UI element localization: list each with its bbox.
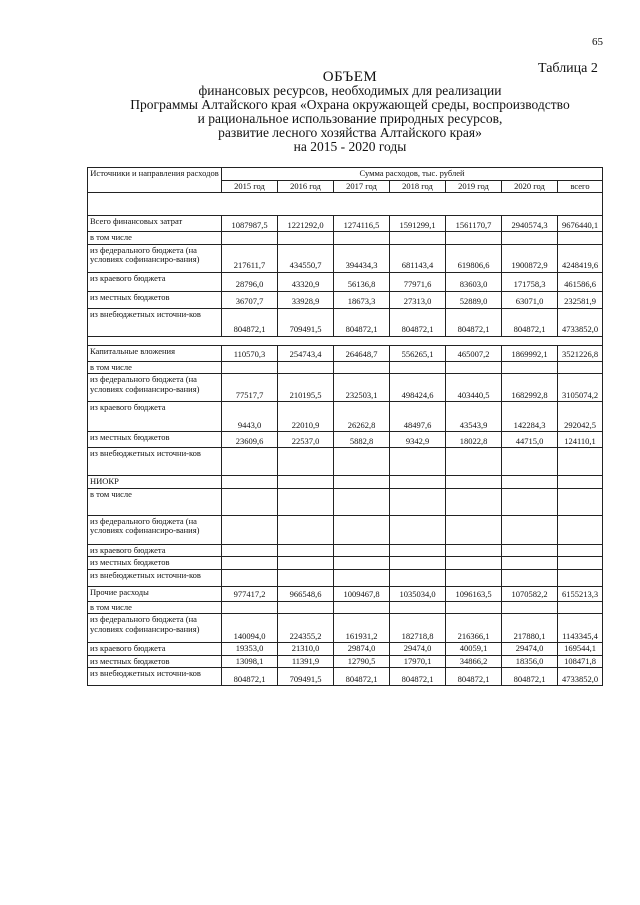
table-row xyxy=(88,544,603,557)
table-row xyxy=(88,402,603,432)
table-row xyxy=(88,476,603,489)
row-value-cell: 709491,5 xyxy=(278,308,334,336)
header-source: Источники и направления расходов xyxy=(88,168,222,193)
row-value-cell: 1591299,1 xyxy=(390,216,446,232)
row-value-cell: 434550,7 xyxy=(278,244,334,272)
row-value-cell: 77517,7 xyxy=(222,374,278,402)
header-year: 2015 год xyxy=(222,180,278,193)
row-total-cell: 4733852,0 xyxy=(558,668,603,686)
header-year: 2020 год xyxy=(502,180,558,193)
row-value-cell: 11391,9 xyxy=(278,655,334,668)
row-value-cell: 2940574,3 xyxy=(502,216,558,232)
row-value-cell: 12790,5 xyxy=(334,655,390,668)
row-value-cell xyxy=(446,232,502,245)
row-value-cell: 1087987,5 xyxy=(222,216,278,232)
row-value-cell: 709491,5 xyxy=(278,668,334,686)
row-value-cell: 18022,8 xyxy=(446,432,502,448)
row-label: из местных бюджетов xyxy=(88,432,222,448)
header-year: 2016 год xyxy=(278,180,334,193)
table-label: Таблица 2 xyxy=(538,61,598,76)
row-value-cell xyxy=(446,557,502,570)
row-value-cell xyxy=(334,557,390,570)
row-value-cell xyxy=(502,557,558,570)
row-value-cell: 1682992,8 xyxy=(502,374,558,402)
table-row xyxy=(88,643,603,656)
row-value-cell xyxy=(222,361,278,374)
row-value-cell: 804872,1 xyxy=(446,308,502,336)
row-value-cell xyxy=(278,544,334,557)
table-row xyxy=(88,557,603,570)
row-value-cell: 210195,5 xyxy=(278,374,334,402)
row-value-cell xyxy=(278,476,334,489)
row-value-cell: 22537,0 xyxy=(278,432,334,448)
row-value-cell: 804872,1 xyxy=(334,308,390,336)
row-value-cell: 394434,3 xyxy=(334,244,390,272)
row-value-cell: 1561170,7 xyxy=(446,216,502,232)
row-value-cell: 142284,3 xyxy=(502,402,558,432)
row-value-cell: 171758,3 xyxy=(502,272,558,291)
row-label: из местных бюджетов xyxy=(88,557,222,570)
row-label: в том числе xyxy=(88,361,222,374)
row-value-cell xyxy=(278,232,334,245)
row-value-cell xyxy=(334,361,390,374)
row-label: из внебюджетных источни-ков xyxy=(88,668,222,686)
table-row xyxy=(88,216,603,232)
row-value-cell: 966548,6 xyxy=(278,586,334,601)
row-value-cell xyxy=(390,569,446,586)
row-total-cell xyxy=(558,544,603,557)
row-value-cell: 83603,0 xyxy=(446,272,502,291)
row-value-cell: 26262,8 xyxy=(334,402,390,432)
row-value-cell: 1221292,0 xyxy=(278,216,334,232)
row-label: из внебюджетных источни-ков xyxy=(88,448,222,476)
table-row xyxy=(88,361,603,374)
row-value-cell xyxy=(222,448,278,476)
row-label: в том числе xyxy=(88,601,222,614)
row-value-cell xyxy=(390,476,446,489)
row-label: из краевого бюджета xyxy=(88,643,222,656)
row-total-cell: 6155213,3 xyxy=(558,586,603,601)
table-gap-cell xyxy=(88,336,603,345)
row-value-cell xyxy=(222,544,278,557)
row-value-cell xyxy=(502,601,558,614)
row-value-cell: 232503,1 xyxy=(334,374,390,402)
row-value-cell xyxy=(222,569,278,586)
title-line: финансовых ресурсов, необходимых для реализации xyxy=(198,83,502,98)
row-total-cell: 4733852,0 xyxy=(558,308,603,336)
row-value-cell: 56136,8 xyxy=(334,272,390,291)
row-label: Всего финансовых затрат xyxy=(88,216,222,232)
header-year: 2019 год xyxy=(446,180,502,193)
row-value-cell xyxy=(390,488,446,515)
row-value-cell xyxy=(222,515,278,544)
row-total-cell: 3105074,2 xyxy=(558,374,603,402)
row-value-cell xyxy=(502,232,558,245)
row-total-cell xyxy=(558,476,603,489)
row-total-cell: 4248419,6 xyxy=(558,244,603,272)
row-value-cell: 1274116,5 xyxy=(334,216,390,232)
row-label: из федерального бюджета (на условиях софинансиро-вания) xyxy=(88,515,222,544)
table-gap xyxy=(88,336,603,345)
row-total-cell: 124110,1 xyxy=(558,432,603,448)
row-value-cell: 498424,6 xyxy=(390,374,446,402)
row-value-cell xyxy=(446,361,502,374)
row-value-cell xyxy=(334,488,390,515)
row-label: из местных бюджетов xyxy=(88,291,222,308)
row-value-cell: 264648,7 xyxy=(334,345,390,361)
row-value-cell: 43543,9 xyxy=(446,402,502,432)
title-line: Программы Алтайского края «Охрана окружающей среды, воспроизводство xyxy=(130,97,570,112)
table-row xyxy=(88,668,603,686)
row-value-cell xyxy=(390,232,446,245)
row-value-cell: 19353,0 xyxy=(222,643,278,656)
row-value-cell xyxy=(502,488,558,515)
row-value-cell: 217611,7 xyxy=(222,244,278,272)
row-value-cell xyxy=(502,476,558,489)
row-value-cell: 27313,0 xyxy=(390,291,446,308)
row-label: из местных бюджетов xyxy=(88,655,222,668)
row-value-cell: 5882,8 xyxy=(334,432,390,448)
row-value-cell: 18356,0 xyxy=(502,655,558,668)
title-line: развитие лесного хозяйства Алтайского края» xyxy=(218,125,482,140)
header-total: всего xyxy=(558,180,603,193)
row-value-cell: 216366,1 xyxy=(446,614,502,643)
row-value-cell xyxy=(222,232,278,245)
row-value-cell: 29874,0 xyxy=(334,643,390,656)
row-value-cell: 804872,1 xyxy=(334,668,390,686)
row-total-cell xyxy=(558,557,603,570)
row-value-cell: 21310,0 xyxy=(278,643,334,656)
row-value-cell: 804872,1 xyxy=(446,668,502,686)
row-value-cell: 804872,1 xyxy=(222,668,278,686)
row-value-cell xyxy=(278,361,334,374)
row-total-cell xyxy=(558,361,603,374)
row-value-cell xyxy=(278,515,334,544)
table-row xyxy=(88,448,603,476)
row-total-cell: 292042,5 xyxy=(558,402,603,432)
title-line: и рациональное использование природных ресурсов, xyxy=(197,111,503,126)
row-value-cell: 804872,1 xyxy=(390,308,446,336)
row-value-cell xyxy=(334,515,390,544)
row-value-cell xyxy=(334,448,390,476)
row-total-cell: 169544,1 xyxy=(558,643,603,656)
row-value-cell: 22010,9 xyxy=(278,402,334,432)
table-row xyxy=(88,655,603,668)
table-row xyxy=(88,601,603,614)
row-label: из федерального бюджета (на условиях софинансиро-вания) xyxy=(88,374,222,402)
table-row xyxy=(88,515,603,544)
row-value-cell: 224355,2 xyxy=(278,614,334,643)
row-value-cell: 1009467,8 xyxy=(334,586,390,601)
row-value-cell: 17970,1 xyxy=(390,655,446,668)
title-main: ОБЪЕМ xyxy=(322,69,378,85)
row-value-cell: 804872,1 xyxy=(502,308,558,336)
row-value-cell: 556265,1 xyxy=(390,345,446,361)
row-value-cell xyxy=(446,569,502,586)
row-total-cell: 461586,6 xyxy=(558,272,603,291)
row-value-cell: 48497,6 xyxy=(390,402,446,432)
row-value-cell: 182718,8 xyxy=(390,614,446,643)
row-value-cell: 43320,9 xyxy=(278,272,334,291)
row-total-cell: 108471,8 xyxy=(558,655,603,668)
row-value-cell xyxy=(390,448,446,476)
row-value-cell xyxy=(446,476,502,489)
header-sum: Сумма расходов, тыс. рублей xyxy=(222,168,603,181)
row-value-cell xyxy=(446,448,502,476)
table-row xyxy=(88,244,603,272)
header-year: 2018 год xyxy=(390,180,446,193)
row-value-cell xyxy=(278,557,334,570)
row-label: из федерального бюджета (на условиях софинансиро-вания) xyxy=(88,244,222,272)
row-label: Капитальные вложения xyxy=(88,345,222,361)
row-value-cell xyxy=(334,601,390,614)
row-label: из краевого бюджета xyxy=(88,272,222,291)
row-value-cell xyxy=(446,515,502,544)
row-total-cell xyxy=(558,515,603,544)
row-label: из внебюджетных источни-ков xyxy=(88,308,222,336)
row-value-cell xyxy=(390,361,446,374)
title-line: на 2015 - 2020 годы xyxy=(293,139,407,154)
row-value-cell xyxy=(222,488,278,515)
row-value-cell: 1900872,9 xyxy=(502,244,558,272)
row-value-cell: 1869992,1 xyxy=(502,345,558,361)
row-value-cell xyxy=(446,544,502,557)
row-value-cell: 36707,7 xyxy=(222,291,278,308)
row-label: из внебюджетных источни-ков xyxy=(88,569,222,586)
row-value-cell xyxy=(278,601,334,614)
table-row xyxy=(88,272,603,291)
row-label: из федерального бюджета (на условиях софинансиро-вания) xyxy=(88,614,222,643)
row-value-cell: 44715,0 xyxy=(502,432,558,448)
row-value-cell: 29474,0 xyxy=(390,643,446,656)
row-value-cell xyxy=(502,544,558,557)
row-value-cell xyxy=(390,557,446,570)
row-value-cell: 23609,6 xyxy=(222,432,278,448)
row-value-cell: 9443,0 xyxy=(222,402,278,432)
page-number: 65 xyxy=(592,36,603,48)
row-value-cell: 161931,2 xyxy=(334,614,390,643)
row-value-cell: 1096163,5 xyxy=(446,586,502,601)
row-value-cell: 1035034,0 xyxy=(390,586,446,601)
row-value-cell: 804872,1 xyxy=(222,308,278,336)
row-value-cell: 34866,2 xyxy=(446,655,502,668)
table-row xyxy=(88,432,603,448)
table-row xyxy=(88,232,603,245)
document-title xyxy=(60,70,640,154)
table-row xyxy=(88,586,603,601)
row-value-cell: 1070582,2 xyxy=(502,586,558,601)
row-value-cell: 33928,9 xyxy=(278,291,334,308)
row-value-cell xyxy=(502,569,558,586)
row-value-cell: 63071,0 xyxy=(502,291,558,308)
row-value-cell xyxy=(446,601,502,614)
row-value-cell: 254743,4 xyxy=(278,345,334,361)
row-value-cell xyxy=(334,476,390,489)
row-label: в том числе xyxy=(88,232,222,245)
row-total-cell xyxy=(558,448,603,476)
table-row xyxy=(88,614,603,643)
row-value-cell: 681143,4 xyxy=(390,244,446,272)
row-value-cell: 110570,3 xyxy=(222,345,278,361)
row-value-cell: 403440,5 xyxy=(446,374,502,402)
table-gap xyxy=(88,193,603,216)
table-body xyxy=(88,193,603,686)
row-value-cell xyxy=(334,544,390,557)
row-value-cell xyxy=(334,232,390,245)
row-value-cell xyxy=(334,569,390,586)
row-value-cell: 40059,1 xyxy=(446,643,502,656)
table-row xyxy=(88,291,603,308)
row-value-cell: 9342,9 xyxy=(390,432,446,448)
row-value-cell xyxy=(502,361,558,374)
row-total-cell xyxy=(558,601,603,614)
row-value-cell: 18673,3 xyxy=(334,291,390,308)
row-value-cell xyxy=(278,488,334,515)
row-label: из краевого бюджета xyxy=(88,402,222,432)
row-label: в том числе xyxy=(88,488,222,515)
row-label: из краевого бюджета xyxy=(88,544,222,557)
row-value-cell: 77971,6 xyxy=(390,272,446,291)
row-total-cell xyxy=(558,488,603,515)
row-value-cell: 28796,0 xyxy=(222,272,278,291)
row-value-cell xyxy=(390,544,446,557)
row-value-cell xyxy=(278,448,334,476)
row-label: НИОКР xyxy=(88,476,222,489)
budget-table xyxy=(87,167,603,686)
row-value-cell xyxy=(390,515,446,544)
table-row xyxy=(88,308,603,336)
row-value-cell xyxy=(502,515,558,544)
row-total-cell: 3521226,8 xyxy=(558,345,603,361)
row-total-cell: 232581,9 xyxy=(558,291,603,308)
row-value-cell: 29474,0 xyxy=(502,643,558,656)
row-value-cell: 619806,6 xyxy=(446,244,502,272)
row-total-cell xyxy=(558,569,603,586)
row-value-cell xyxy=(222,557,278,570)
row-label: Прочие расходы xyxy=(88,586,222,601)
row-value-cell: 217880,1 xyxy=(502,614,558,643)
row-value-cell: 804872,1 xyxy=(390,668,446,686)
row-value-cell: 465007,2 xyxy=(446,345,502,361)
table-row xyxy=(88,569,603,586)
table-row xyxy=(88,345,603,361)
row-value-cell: 52889,0 xyxy=(446,291,502,308)
row-total-cell: 1143345,4 xyxy=(558,614,603,643)
row-value-cell: 140094,0 xyxy=(222,614,278,643)
row-value-cell: 977417,2 xyxy=(222,586,278,601)
table-row xyxy=(88,488,603,515)
row-value-cell xyxy=(502,448,558,476)
row-total-cell xyxy=(558,232,603,245)
row-value-cell xyxy=(390,601,446,614)
table-gap-cell xyxy=(88,193,603,216)
row-value-cell: 13098,1 xyxy=(222,655,278,668)
row-total-cell: 9676440,1 xyxy=(558,216,603,232)
row-value-cell xyxy=(222,476,278,489)
row-value-cell xyxy=(446,488,502,515)
header-year: 2017 год xyxy=(334,180,390,193)
row-value-cell xyxy=(222,601,278,614)
table-row xyxy=(88,374,603,402)
row-value-cell: 804872,1 xyxy=(502,668,558,686)
row-value-cell xyxy=(278,569,334,586)
